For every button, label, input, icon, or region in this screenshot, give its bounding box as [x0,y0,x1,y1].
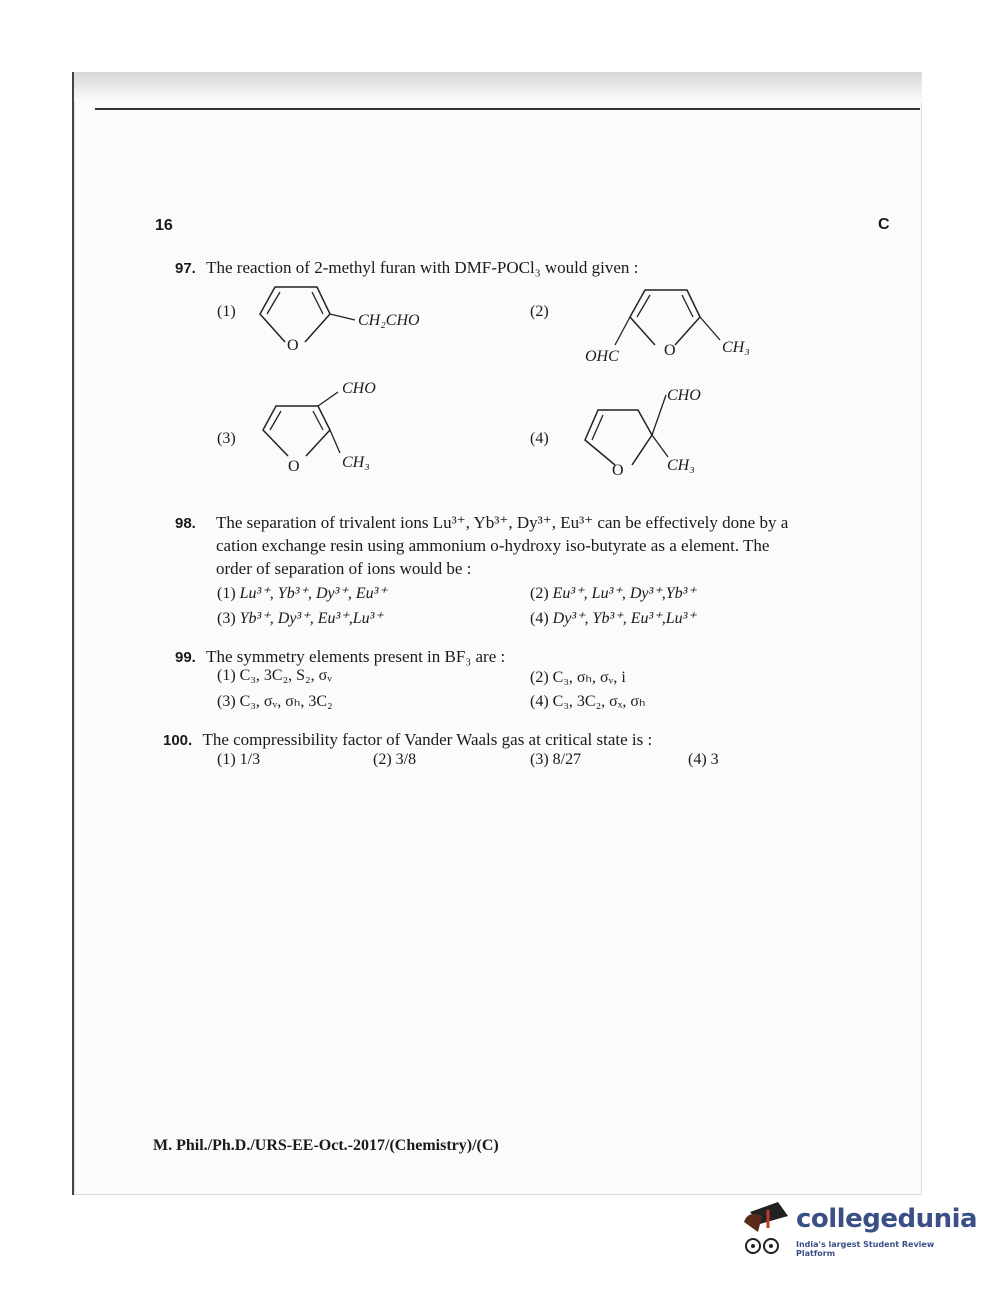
q99-option-1 [217,667,332,685]
q98-option-3 [217,608,383,628]
substituent-ch3: CH₃ [722,339,750,356]
q99-option-4 [530,691,646,711]
furan-structure-1 [255,282,345,352]
ring-oxygen: O [288,458,300,475]
collegedunia-watermark [738,1198,978,1263]
q100-option-1 [217,751,260,769]
question-number: 99. [175,649,196,666]
question-99 [175,645,505,669]
footer-exam-code: M. Phil./Ph.D./URS-EE-Oct.-2017/(Chemistry)/(C) [153,1137,499,1154]
q99-option-3 [217,691,333,711]
option-text: 8/27 [552,751,582,768]
q100-option-2 [373,751,416,769]
q97-option-4-label: (4) [530,430,549,447]
question-text: The reaction of 2-methyl furan with DMF-POCl₃ would given : [206,258,639,277]
page-number: 16 [155,217,173,234]
q97-option-1-label: (1) [217,303,236,320]
option-label: (2) [530,585,549,602]
option-label: (2) [530,669,549,686]
option-label: (1) [217,751,236,768]
q99-option-2 [530,667,626,687]
option-text: C₃, σᵥ, σₕ, 3C₂ [239,693,333,710]
option-label: (3) [217,693,236,710]
scanned-page [72,72,922,1195]
option-text: Yb³⁺, Dy³⁺, Eu³⁺,Lu³⁺ [239,610,383,627]
q98-option-1 [217,583,387,603]
page-edge-line [95,108,920,110]
option-label: (3) [217,610,236,627]
question-98 [175,511,895,578]
question-number: 100. [163,732,193,749]
question-number: 97. [175,260,196,277]
option-label: (4) [530,610,549,627]
option-text: C₃, 3C₂, σₓ, σₕ [552,693,646,710]
set-code: C [878,216,890,233]
question-text-line-1: The separation of trivalent ions Lu³⁺, Yb³⁺, Dy³⁺, Eu³⁺ can be effectively done by a [216,513,789,532]
option-label: (2) [373,751,392,768]
substituent-ohc: OHC [585,348,619,365]
question-text: The compressibility factor of Vander Waals gas at critical state is : [202,730,653,749]
brand-name: collegedunia [796,1204,978,1234]
option-label: (1) [217,667,236,684]
option-label: (4) [530,693,549,710]
option-text: Lu³⁺, Yb³⁺, Dy³⁺, Eu³⁺ [239,585,387,602]
option-text: Eu³⁺, Lu³⁺, Dy³⁺,Yb³⁺ [552,585,696,602]
question-text-line-2: cation exchange resin using ammonium o-hydroxy iso-butyrate as a element. The [216,536,770,555]
question-text-line-3: order of separation of ions would be : [216,559,472,578]
q97-option-2-label: (2) [530,303,549,320]
furan-structure-3 [258,398,348,468]
ring-oxygen: O [612,462,624,479]
q98-option-4 [530,608,696,628]
option-label: (1) [217,585,236,602]
option-text: Dy³⁺, Yb³⁺, Eu³⁺,Lu³⁺ [552,610,696,627]
option-text: C₃, 3C₂, S₂, σᵥ [239,667,332,684]
question-number: 98. [175,515,196,532]
q100-option-4 [688,751,719,769]
ring-oxygen: O [664,342,676,359]
question-100 [163,728,652,752]
brand-tagline: India's largest Student Review Platform [796,1240,935,1258]
option-label: (3) [530,751,549,768]
q97-option-3-label: (3) [217,430,236,447]
option-text: 3/8 [395,751,417,768]
furan-structure-4 [580,405,670,475]
q98-option-2 [530,583,696,603]
option-text: 1/3 [239,751,261,768]
question-97 [175,256,638,280]
question-text: The symmetry elements present in BF₃ are : [206,647,506,666]
ring-oxygen: O [287,337,299,354]
substituent-ch3: CH₃ [342,454,370,471]
substituent-ch2cho: CH₂CHO [358,312,420,329]
option-text: C₃, σₕ, σᵥ, i [552,669,626,686]
substituent-ch3: CH₃ [667,457,695,474]
q100-option-3 [530,751,581,769]
mascot-icon [738,1202,794,1258]
option-label: (4) [688,751,707,768]
option-text: 3 [710,751,719,768]
substituent-cho: CHO [342,380,376,397]
substituent-cho: CHO [667,387,701,404]
